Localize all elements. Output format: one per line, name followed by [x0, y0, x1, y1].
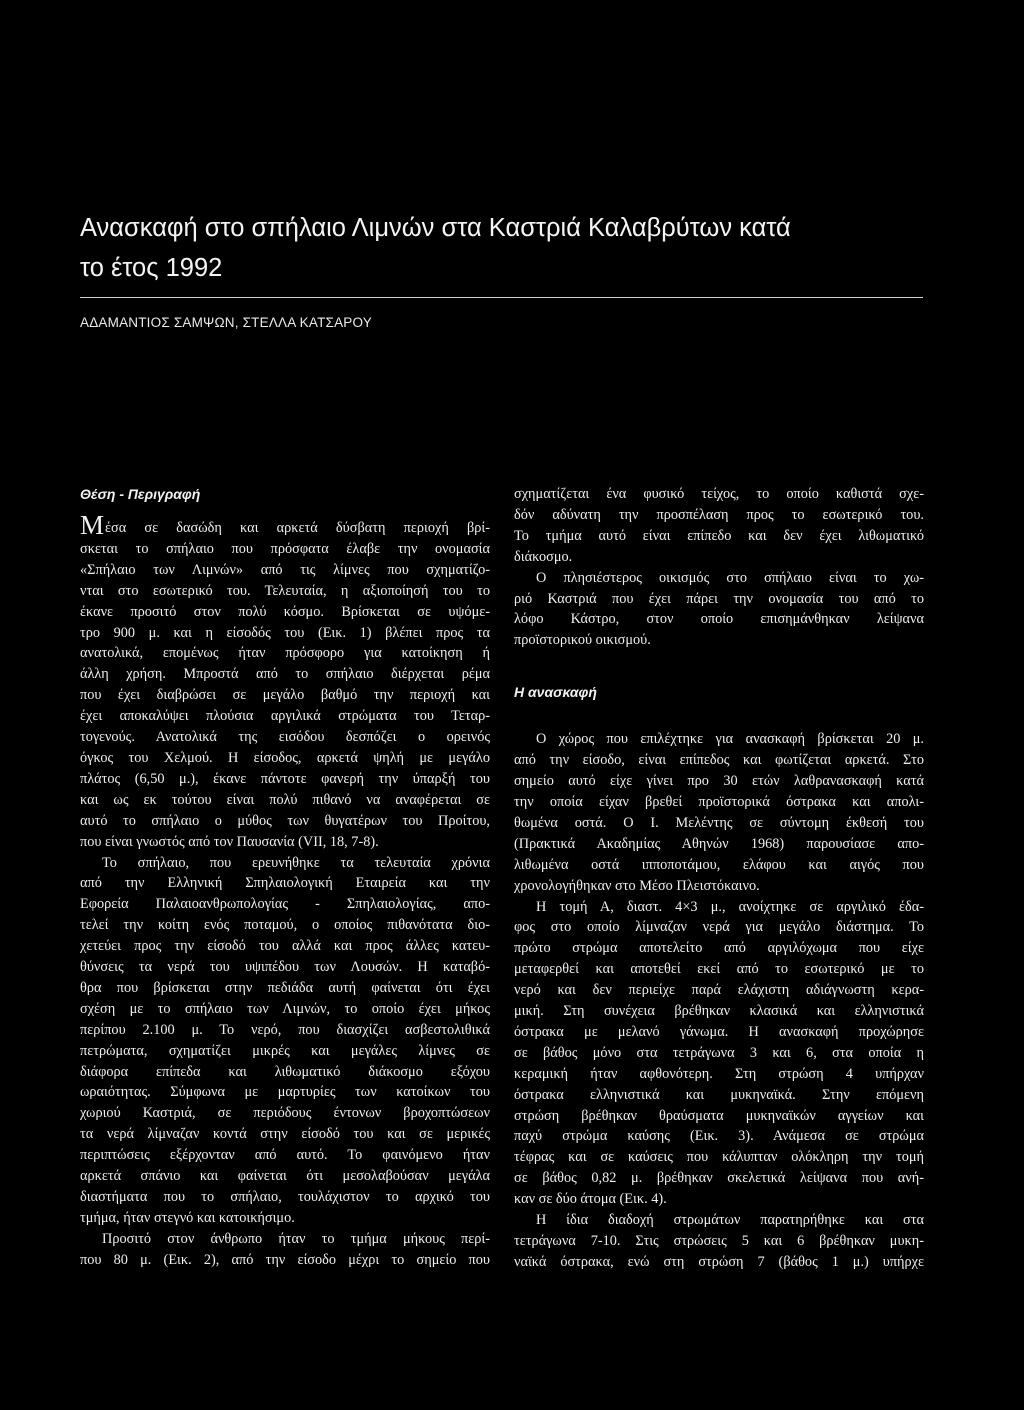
paragraph-line: όστρακα με μελανό γάνωμα. Η ανασκαφή προχώρησε: [514, 1023, 924, 1040]
paragraph-line: πετρώματα, σχηματίζει μικρές και μεγάλες λίμνες σε: [80, 1042, 490, 1059]
paragraph-line: όγκος του Χελμού. Η είσοδος, αρκετά ψηλή με μεγάλο: [80, 749, 490, 766]
paragraph-line: πρώτο στρώμα αποτελείτο από αργιλόχωμα που είχε: [514, 940, 924, 957]
paragraph-line: όστρακα ελληνιστικά και μυκηναϊκά. Στην επόμενη: [514, 1086, 924, 1103]
paragraph-line: τελεί την κοίτη ενός ποταμού, ο οποίος πιθανότατα διο-: [80, 917, 490, 934]
paragraph-line: διάκοσμο.: [514, 548, 573, 565]
article-title-line-2: το έτος 1992: [80, 254, 223, 282]
paragraph-line: αυτό το σπήλαιο ο μύθος των θυγατέρων του Προίτου,: [80, 812, 490, 829]
paragraph-line: μική. Στη συνέχεια βρέθηκαν κλασικά και ελληνιστικά: [514, 1003, 924, 1020]
paragraph-line: καν σε δύο άτομα (Εικ. 4).: [514, 1191, 667, 1208]
paragraph-line: Η τομή Α, διαστ. 4×3 μ., ανοίχτηκε σε αργιλικό έδα-: [536, 898, 924, 915]
paragraph-line: σε βάθος μόνο στα τετράγωνα 3 και 6, στα οποία η: [514, 1044, 924, 1061]
paragraph-line: σημείο αυτό είχε γίνει προ 30 ετών λαθρανασκαφή κατά: [514, 773, 924, 790]
paragraph-line: μεταφερθεί και αποτεθεί εκεί από το εσωτερικό με το: [514, 961, 924, 978]
heading-gap: [80, 504, 490, 515]
paragraph-line: και ως εκ τούτου είναι πολύ πιθανό να αναφέρεται σε: [80, 791, 490, 808]
paragraph-line: Ο χώρος που επιλέχτηκε για ανασκαφή βρίσκεται 20 μ.: [536, 731, 924, 748]
paragraph-line: που έχει διαβρώσει σε μεγάλο βαθμό την περιοχή και: [80, 687, 490, 704]
paragraph-line: αρκετά σπάνιο και φαίνεται ότι μεσολαβούσαν μεγάλα: [80, 1168, 490, 1185]
paragraph-line: φος στο οποίο λίμναζαν νερά για μεγάλο διάστημα. Το: [514, 919, 924, 936]
paragraph-line: που 80 μ. (Εικ. 2), από την είσοδο μέχρι το σημείο που: [80, 1251, 490, 1268]
paragraph-line: από την Ελληνική Σπηλαιολογική Εταιρεία και την: [80, 875, 490, 892]
paragraph-line: νται στο εσωτερικό του. Τελευταία, η αξιοποίησή του το: [80, 582, 490, 599]
paragraph-line: ριό Καστριά που έχει πάρει την ονομασία του από το: [514, 590, 924, 607]
paragraph-line: (Πρακτικά Ακαδημίας Αθηνών 1968) παρουσίασε απο-: [514, 835, 924, 852]
paragraph-line: [80, 510, 490, 540]
paragraph-line: που είναι γνωστός από τον Παυσανία (VII, 18, 7-8).: [80, 833, 379, 850]
paragraph-line: πλάτος (6,50 μ.), έκανε πάντοτε φανερή την ύπαρξή του: [80, 770, 490, 787]
paragraph-line: κεραμική ήταν αφθονότερη. Στη στρώση 4 υπήρχαν: [514, 1065, 924, 1082]
paragraph-line: σκεται το σπήλαιο που πρόσφατα έλαβε την ονομασία: [80, 540, 490, 557]
paragraph-line: χωριού Καστριά, σε περιόδους έντονων βροχοπτώσεων: [80, 1105, 490, 1122]
drop-cap: Μ: [80, 510, 105, 540]
paragraph-line: Το σπήλαιο, που ερευνήθηκε τα τελευταία χρόνια: [102, 854, 490, 871]
article-title-line-1: Ανασκαφή στο σπήλαιο Λιμνών στα Καστριά Καλαβρύτων κατά: [80, 214, 791, 242]
paragraph-line: νερό και δεν περιείχε παρά ελάχιστη αδιάγνωστη κερα-: [514, 982, 924, 999]
paragraph-line: σχέση με το σπήλαιο των Λιμνών, το οποίο έχει μήκος: [80, 1000, 490, 1017]
paragraph-line: έκανε προσιτό στον πολύ κόσμο. Βρίσκεται σε υψόμε-: [80, 603, 490, 620]
paragraph-line: δόν αδύνατη την προσπέλαση προς το εσωτερικό του.: [514, 506, 924, 523]
paragraph-line: λιθωμένα οστά ιπποποτάμου, ελάφου και αιγός που: [514, 856, 924, 873]
paragraph-line: στρώση βρέθηκαν θραύσματα μυκηναϊκών αγγείων και: [514, 1107, 924, 1124]
paragraph-line: τετράγωνα 7-10. Στις στρώσεις 5 και 6 βρέθηκαν μυκη-: [514, 1233, 924, 1249]
paragraph-line: «Σπήλαιο των Λιμνών» από τις λίμνες που σχηματίζο-: [80, 561, 490, 578]
paragraph-line: τρο 900 μ. και η είσοδός του (Εικ. 1) βλέπει προς τα: [80, 624, 490, 641]
paragraph-line: σε βάθος 0,82 μ. βρέθηκαν σκελετικά λείψανα που ανή-: [514, 1170, 924, 1187]
paragraph-line: από την είσοδο, είναι επίπεδος και φωτίζεται αρκετά. Στο: [514, 752, 924, 769]
paragraph-line: Η ίδια διαδοχή στρωμάτων παρατηρήθηκε και στα: [536, 1212, 924, 1229]
paragraph-line: έχει αποκαλύψει πλούσια αργιλικά στρώματα του Τεταρ-: [80, 708, 490, 725]
article-title: [80, 208, 950, 288]
article-authors: ΑΔΑΜΑΝΤΙΟΣ ΣΑΜΨΩΝ, ΣΤΕΛΛΑ ΚΑΤΣΑΡΟΥ: [80, 315, 372, 330]
section-gap: [514, 651, 924, 682]
section-heading-excavation: Η ανασκαφή: [514, 684, 597, 701]
paragraph-line: χρονολογήθηκαν στο Μέσο Πλειστόκαινο.: [514, 877, 760, 894]
paragraph-line: θρα που βρίσκεται στην πεδιάδα αυτή φαίνεται ότι έχει: [80, 979, 490, 996]
paragraph-line: τμήμα, ήταν στεγνό και κατοικήσιμο.: [80, 1209, 295, 1226]
paragraph-line: ωραιότητας. Σύμφωνα με μαρτυρίες των κατοίκων του: [80, 1084, 490, 1101]
paragraph-line: θωμένα οστά. Ο Ι. Μελέντης σε σύντομη έκθεσή του: [514, 814, 924, 831]
paragraph-line: διαστήματα που το σπήλαιο, τουλάχιστον το αρχικό του: [80, 1189, 490, 1205]
paragraph-line: περιπτώσεις εξέρχονταν από αυτό. Το φαινόμενο ήταν: [80, 1147, 490, 1164]
paragraph-line: χετεύει προς την είσοδό του αλλά και προς άλλες κατευ-: [80, 938, 490, 955]
right-column: [514, 484, 924, 1273]
paragraph-line: λόφο Κάστρο, στον οποίο επισημάνθηκαν λείψανα: [514, 611, 924, 628]
heading-gap: [514, 702, 924, 729]
paragraph-line: διάφορα επίπεδα και λιθωματικό διάκοσμο εξόχου: [80, 1063, 490, 1080]
paragraph-line: ανατολικά, επομένως ήταν πρόσφορο για κατοίκηση ή: [80, 645, 490, 662]
paragraph-line: τέφρας και σε καύσεις που κάλυπταν ολόκληρη την τομή: [514, 1149, 924, 1166]
paragraph-line: θύνσεις τα νερά του υψιπέδου των Λουσών. Η καταβό-: [80, 959, 490, 976]
title-divider: [80, 297, 923, 298]
paragraph-line: άλλη χρήση. Μπροστά από το σπήλαιο διέρχεται ρέμα: [80, 666, 490, 683]
paragraph-line: Εφορεία Παλαιοανθρωπολογίας - Σπηλαιολογίας, απο-: [80, 896, 490, 913]
paragraph-line: σχηματίζεται ένα φυσικό τείχος, το οποίο καθιστά σχε-: [514, 486, 924, 502]
paragraph-line: Ο πλησιέστερος οικισμός στο σπήλαιο είναι το χω-: [536, 569, 924, 586]
paragraph-line: Το τμήμα αυτό είναι επίπεδο και δεν έχει λιθωματικό: [514, 527, 924, 544]
paragraph-line-text: έσα σε δασώδη και αρκετά δύσβατη περιοχή βρί-: [105, 520, 490, 536]
paragraph-line: τα νερά λίμναζαν κοντά στην είσοδό του και σε μερικές: [80, 1126, 490, 1143]
paragraph-line: προϊστορικού οικισμού.: [514, 632, 651, 649]
paragraph-line: ναϊκά όστρακα, ενώ στη στρώση 7 (βάθος 1 μ.) υπήρχε: [514, 1253, 924, 1270]
paragraph-line: Προσιτό στον άνθρωπο ήταν το τμήμα μήκους περί-: [102, 1230, 490, 1247]
section-heading-location: Θέση - Περιγραφή: [80, 486, 201, 502]
left-column: [80, 484, 490, 1271]
paragraph-line: παχύ στρώμα καύσης (Εικ. 3). Ανάμεσα σε στρώμα: [514, 1128, 924, 1145]
paragraph-line: τογενούς. Ανατολικά της εισόδου δεσπόζει ο ορεινός: [80, 729, 490, 746]
paragraph-line: περίπου 2.100 μ. Το νερό, που διασχίζει ασβεστολιθικά: [80, 1021, 490, 1038]
paragraph-line: την οποία είχαν βρεθεί προϊστορικά όστρακα και απολι-: [514, 793, 924, 810]
